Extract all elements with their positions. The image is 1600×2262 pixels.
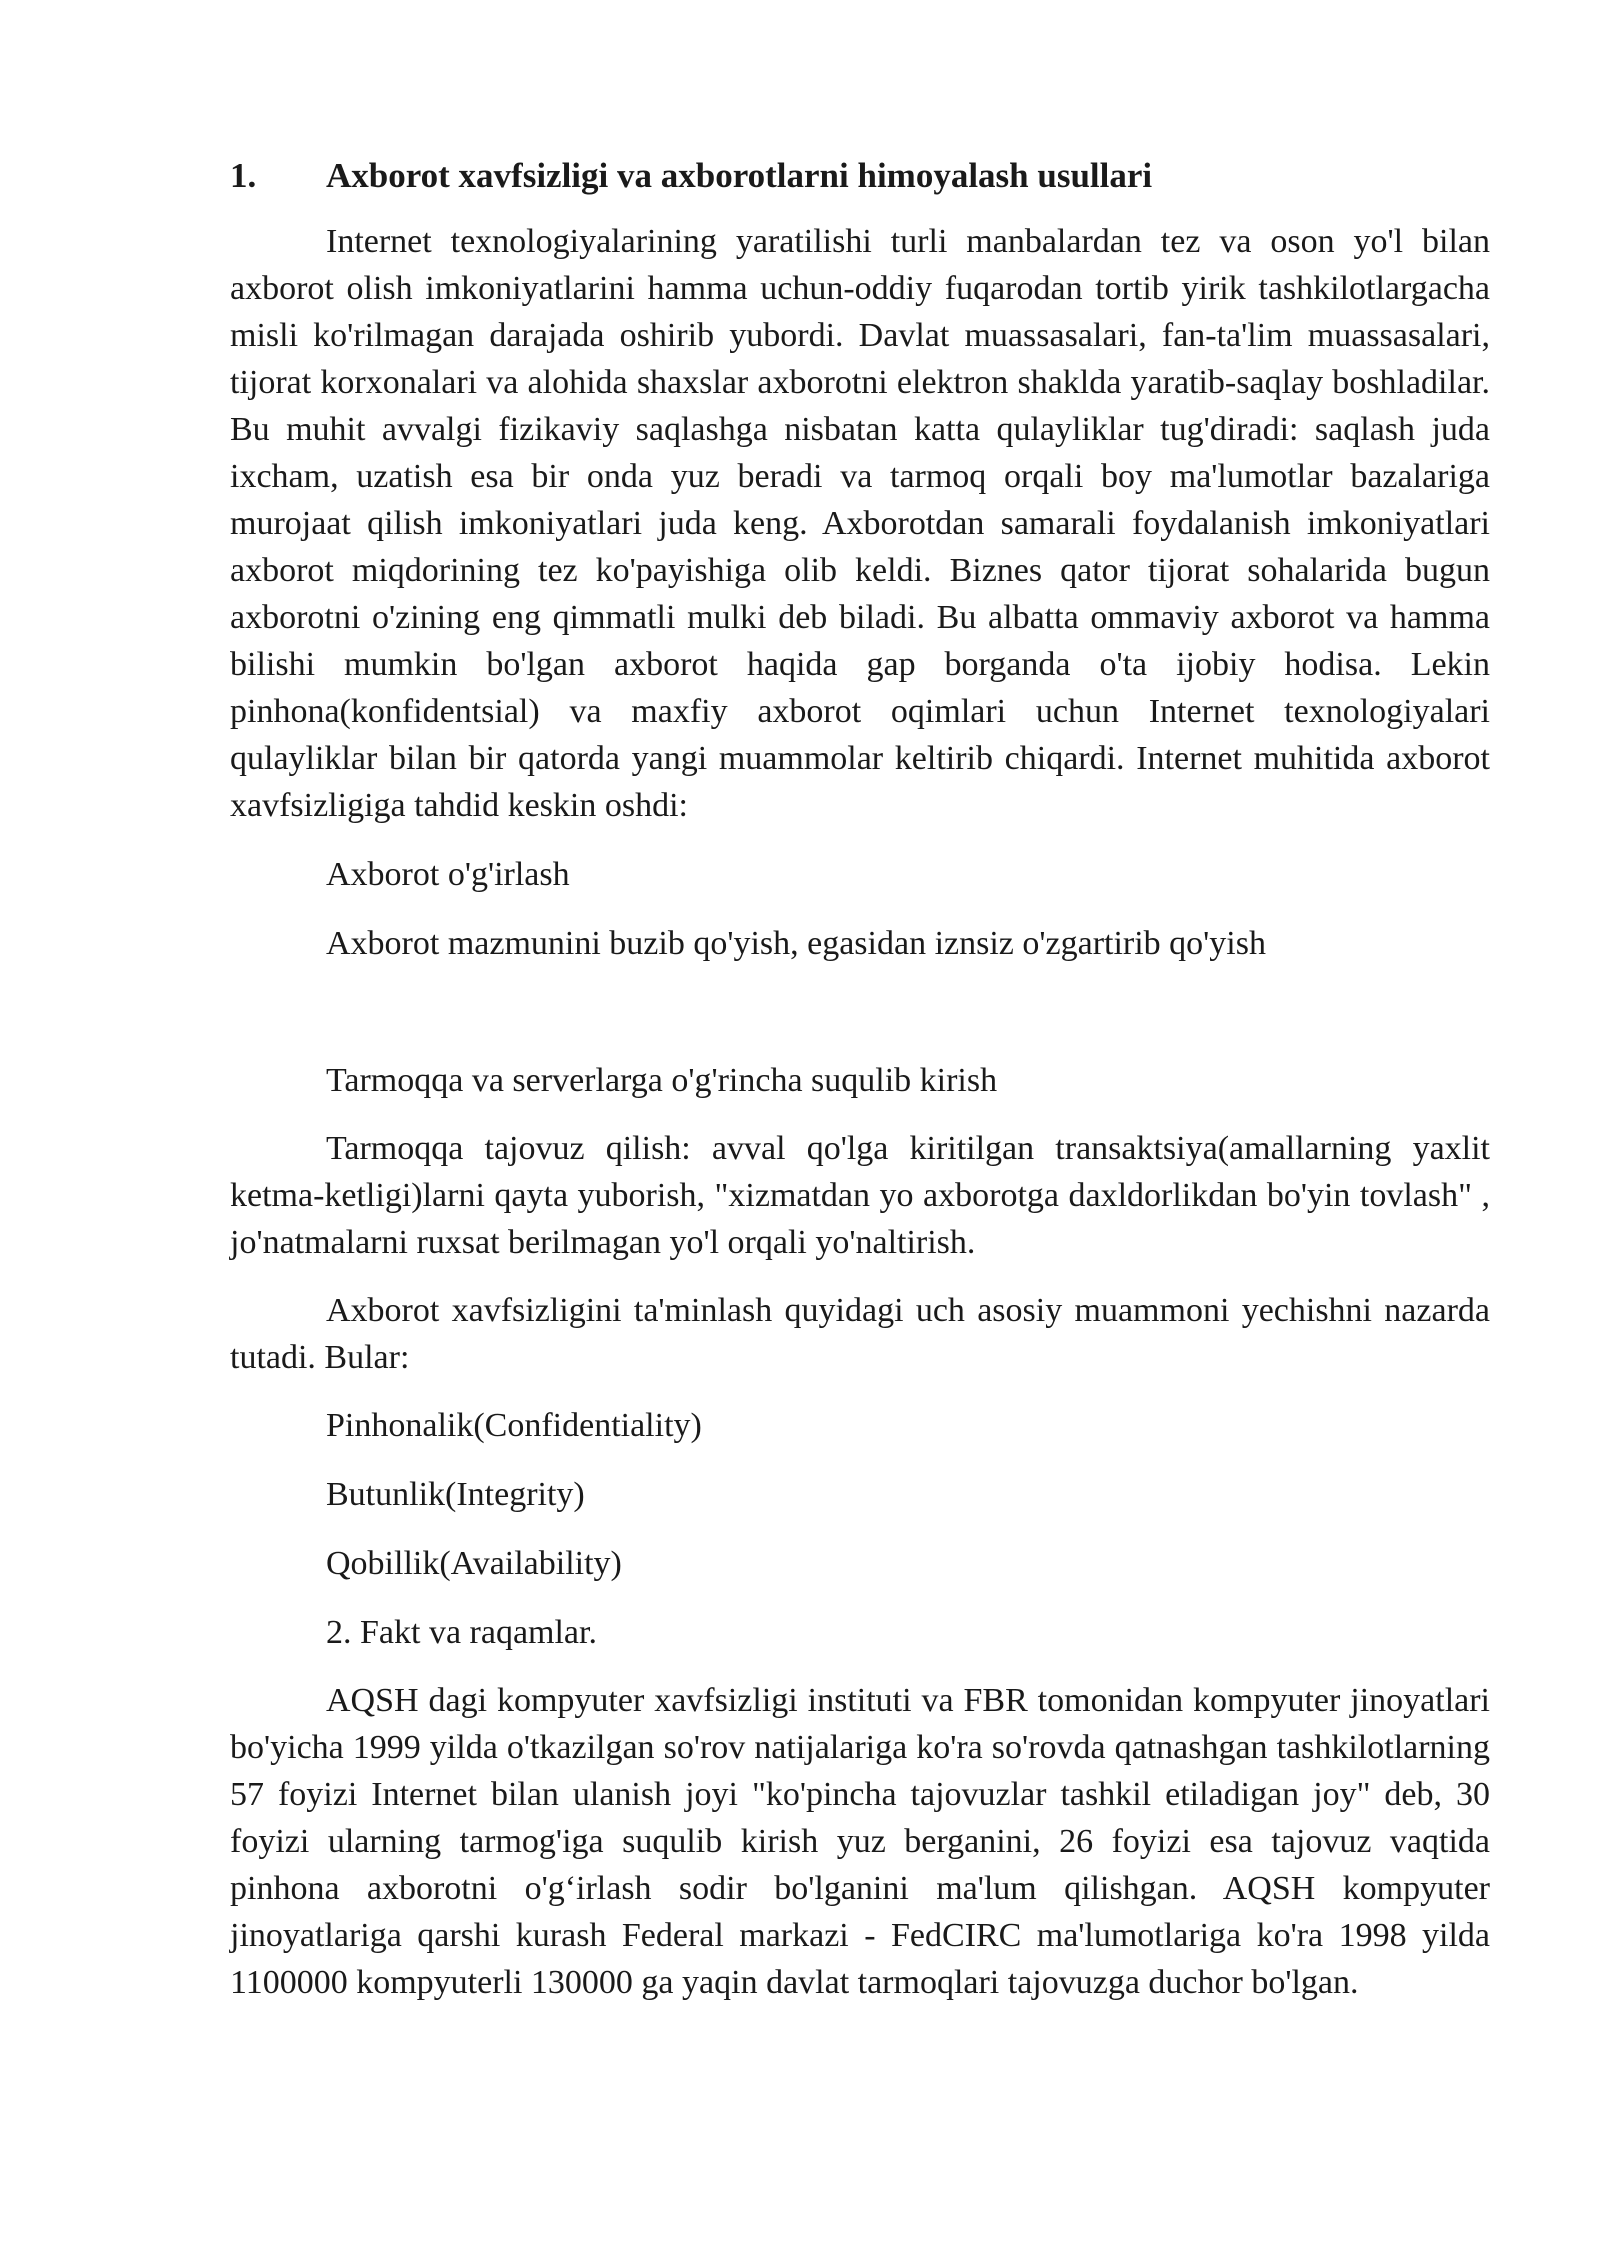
attack-paragraph: Tarmoqqa tajovuz qilish: avval qo'lga kiritilgan transaktsiya(amallarning yaxlit ketma-ketligi)larni qayta yuborish, "xizmatdan yo axborotga daxldorlikdan bo'yin tovlash" , jo'natmalarni ruxsat berilmagan yo'l orqali yo'naltirish.	[230, 1130, 1490, 1261]
heading-number: 1.	[230, 156, 257, 195]
heading-title: Axborot xavfsizligi va axborotlarni himoyalash usullari	[326, 156, 1153, 195]
principle-availability: Qobillik(Availability)	[326, 1545, 622, 1582]
section-2-heading: 2. Fakt va raqamlar.	[326, 1614, 597, 1651]
threat-item-2: Axborot mazmunini buzib qo'yish, egasidan iznsiz o'zgartirib qo'yish	[326, 925, 1266, 962]
facts-paragraph: AQSH dagi kompyuter xavfsizligi instituti va FBR tomonidan kompyuter jinoyatlari bo'yicha 1999 yilda o'tkazilgan so'rov natijalariga ko'ra so'rovda qatnashgan tashkilotlarning 57 foyizi Internet bilan ulanish joyi "ko'pincha tajovuzlar tashkil etiladigan joy" deb, 30 foyizi ularning tarmog'iga suqulib kirish yuz berganini, 26 foyizi esa tajovuz vaqtida pinhona axborotni o'g‘irlash sodir bo'lganini ma'lum qilishgan. AQSH kompyuter jinoyatlariga qarshi kurash Federal markazi - FedCIRC ma'lumotlariga ko'ra 1998 yilda 1100000 kompyuterli 130000 ga yaqin davlat tarmoqlari tajovuzga duchor bo'lgan.	[230, 1682, 1490, 2001]
document-page	[230, 150, 1490, 2006]
principle-integrity: Butunlik(Integrity)	[326, 1476, 585, 1513]
threat-item-3: Tarmoqqa va serverlarga o'g'rincha suqulib kirish	[326, 1062, 998, 1099]
threat-item-1: Axborot o'g'irlash	[326, 856, 570, 893]
principle-confidentiality: Pinhonalik(Confidentiality)	[326, 1407, 702, 1444]
intro-paragraph: Internet texnologiyalarining yaratilishi turli manbalardan tez va oson yo'l bilan axborot olish imkoniyatlarini hamma uchun-oddiy fuqarodan tortib yirik tashkilotlargacha misli ko'rilmagan darajada oshirib yubordi. Davlat muassasalari, fan-ta'lim muassasalari, tijorat korxonalari va alohida shaxslar axborotni elektron shaklda yaratib-saqlay boshladilar. Bu muhit avvalgi fizikaviy saqlashga nisbatan katta qulayliklar tug'diradi: saqlash juda ixcham, uzatish esa bir onda yuz beradi va tarmoq orqali boy ma'lumotlar bazalariga murojaat qilish imkoniyatlari juda keng. Axborotdan samarali foydalanish imkoniyatlari axborot miqdorining tez ko'payishiga olib keldi. Biznes qator tijorat sohalarida bugun axborotni o'zining eng qimmatli mulki deb biladi. Bu albatta ommaviy axborot va hamma bilishi mumkin bo'lgan axborot haqida gap borganda o'ta ijobiy hodisa. Lekin pinhona(konfidentsial) va maxfiy axborot oqimlari uchun Internet texnologiyalari qulayliklar bilan bir qatorda yangi muammolar keltirib chiqardi. Internet muhitida axborot xavfsizligiga tahdid keskin oshdi:	[230, 223, 1490, 824]
section-heading	[230, 150, 1490, 202]
security-intro-paragraph: Axborot xavfsizligini ta'minlash quyidagi uch asosiy muammoni yechishni nazarda tutadi. Bular:	[230, 1292, 1490, 1376]
